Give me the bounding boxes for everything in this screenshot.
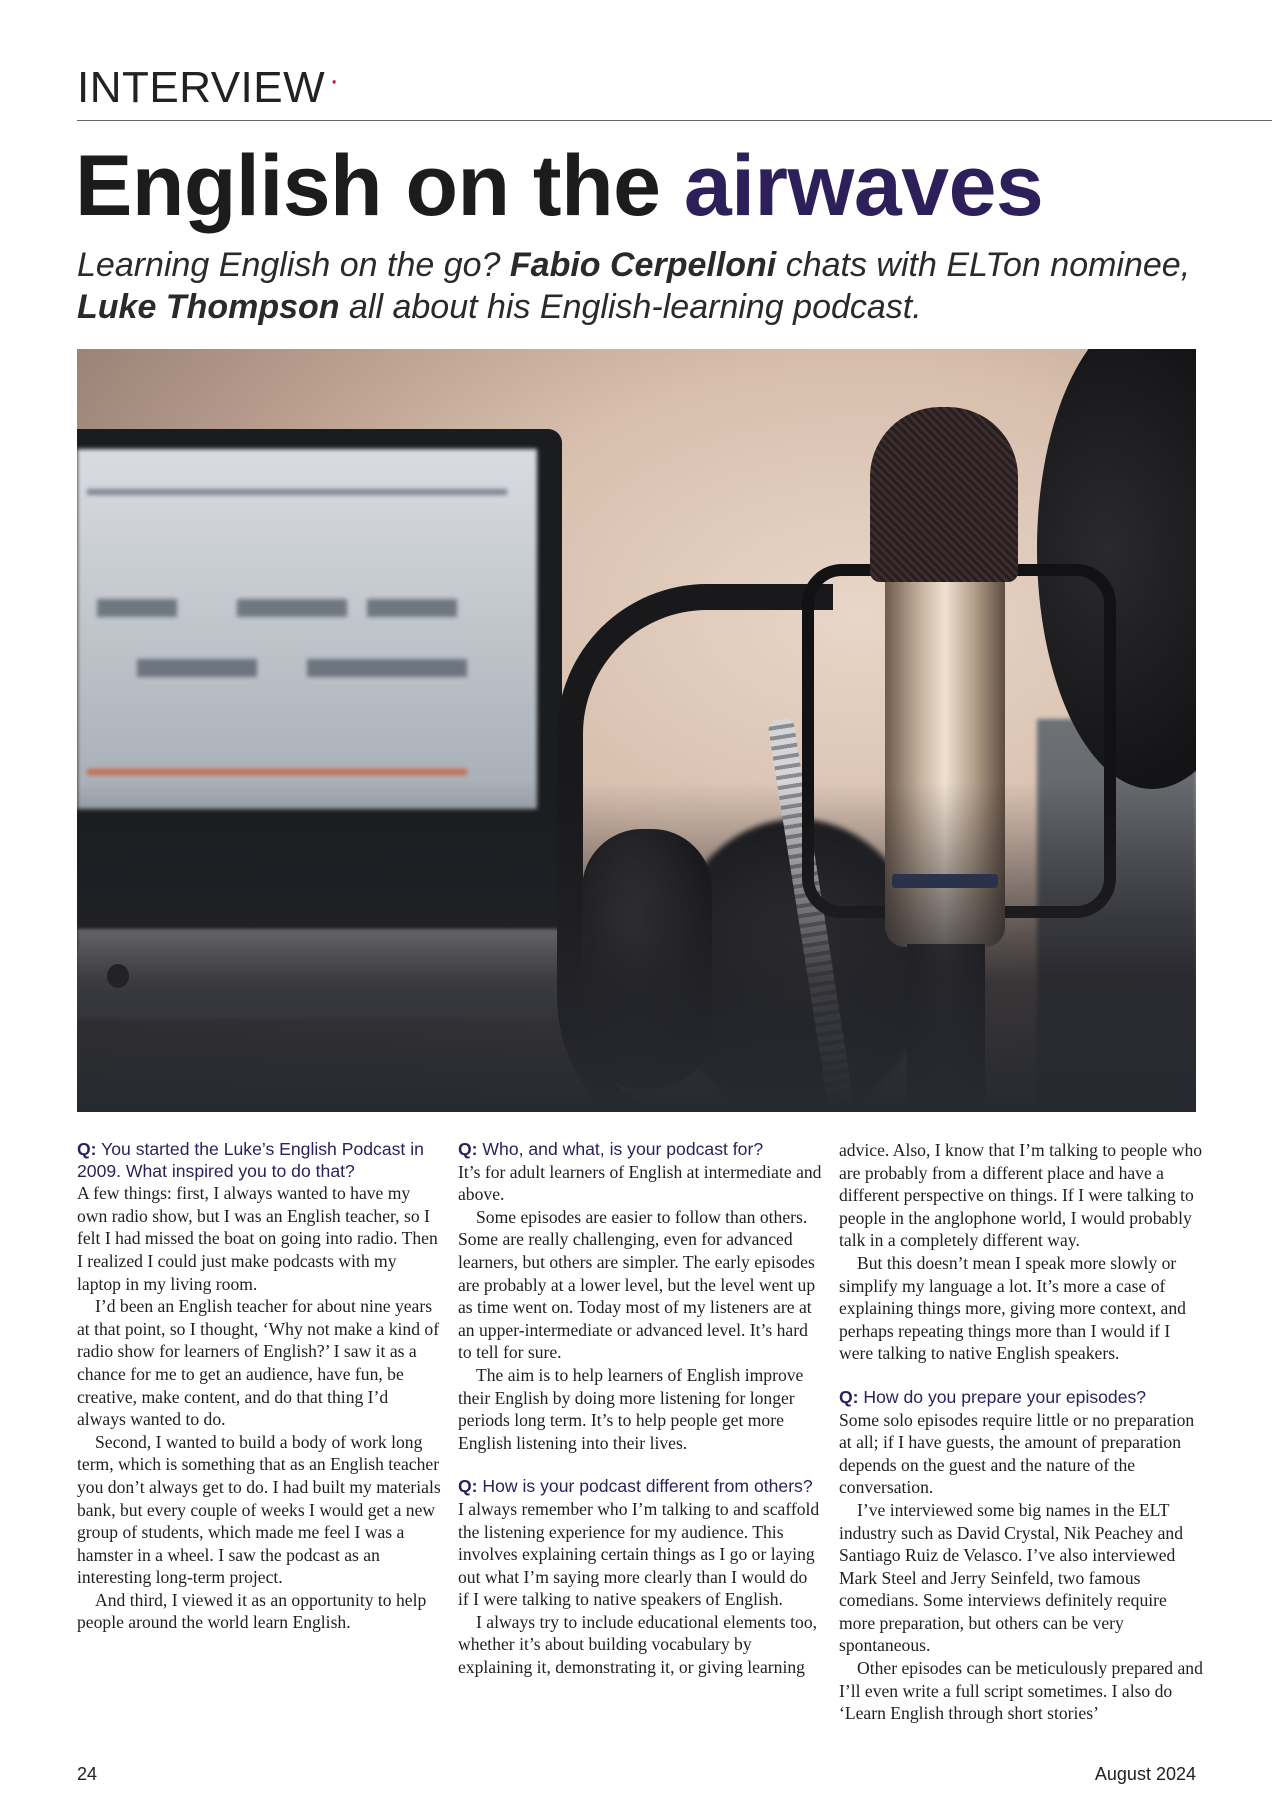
answer-paragraph: Some episodes are easier to follow than others. Some are really challenging, even for advanced learners, but others are simpler. The early episodes are probably at a lower level, but the level went up as time went on. Today most of my listeners are at an upper-intermediate or advanced level. It’s hard to tell for sure. [458,1206,816,1363]
section-label: INTERVIEW · [77,63,340,112]
answer-paragraph: And third, I viewed it as an opportunity to help people around the world learn English. [77,1589,427,1633]
question-2: Q: Who, and what, is your podcast for? [458,1139,764,1159]
microphone-icon [870,407,1018,582]
title-main: English on the [75,138,684,234]
answer-paragraph: The aim is to help learners of English improve their English by doing more listening for longer periods long term. It’s to help people get more English listening into their lives. [458,1364,804,1453]
hero-photo [77,349,1196,1112]
answer-paragraph: I’d been an English teacher for about nine years at that point, so I thought, ‘Why not make a kind of radio show for learners of English?’ I saw it as a chance for me to get an audience, have fun, be creative, make content, and do that thing I’d always wanted to do. [77,1296,440,1430]
answer-paragraph: A few things: first, I always wanted to have my own radio show, but I was an English teacher, so I felt I had missed the boat on going into radio. Then I realized I could just make podcasts with my laptop in my living room. [77,1183,438,1294]
answer-paragraph: I always remember who I’m talking to and scaffold the listening experience for my audience. This involves explaining certain things as I go or laying out what I’m saying more clearly than I would do if I were talking to native speakers of English. [458,1498,820,1610]
column-3 [839,1139,1203,1725]
page-title [75,138,1044,234]
column-1 [77,1139,441,1634]
answer-paragraph: But this doesn’t mean I speak more slowly or simplify my language a lot. It’s more a case of explaining things more, giving more context, and perhaps repeating things more than I would if I were talking to native English speakers. [839,1252,1186,1364]
answer-paragraph: It’s for adult learners of English at intermediate and above. [458,1161,822,1205]
answer-paragraph: I’ve interviewed some big names in the ELT industry such as David Crystal, Nik Peachey and Santiago Ruiz de Velasco. I’ve also interviewed Mark Steel and Jerry Seinfeld, two famous comedians. Some interviews definitely require more preparation, but others can be very spontaneous. [839,1499,1183,1656]
issue-date: August 2024 [1094,1764,1196,1784]
question-4: Q: How do you prepare your episodes? [839,1386,1147,1407]
answer-paragraph: Second, I wanted to build a body of work long term, which is something that as an English teacher you don’t always get to do. I had built my materials bank, but every couple of weeks I would get a new group of students, which made me feel I was a hamster in a wheel. I saw the podcast as an interesting long-term project. [77,1431,441,1588]
answer-paragraph: Some solo episodes require little or no preparation at all; if I have guests, the amount of preparation depends on the guest and the nature of the conversation. [839,1409,1195,1498]
monitor-screen [77,449,537,809]
column-2 [458,1139,822,1679]
section-dot: · [329,64,340,97]
interviewee-name: Luke Thompson [77,288,340,326]
interviewer-name: Fabio Cerpelloni [509,246,777,284]
question-3: Q: How is your podcast different from others? [458,1476,813,1497]
standfirst: Learning English on the go? Fabio Cerpelloni chats with ELTon nominee, Luke Thompson all about his English-learning podcast. [77,246,1191,326]
answer-paragraph: Other episodes can be meticulously prepared and I’ll even write a full script sometimes. I also do ‘Learn English through short stories’ [839,1658,1203,1724]
page-number: 24 [77,1764,98,1784]
answer-paragraph: advice. Also, I know that I’m talking to people who are probably from a different place and have a different perspective on things. If I were talking to people in the anglophone world, I would probably talk in a completely different way. [839,1140,1203,1251]
header-rule [77,120,1272,121]
title-accent: airwaves [683,138,1044,234]
answer-paragraph: I always try to include educational elements too, whether it’s about building vocabulary by explaining it, demonstrating it, or giving learning [458,1611,818,1678]
question-1: Q: You started the Luke’s English Podcast in 2009. What inspired you to do that? [77,1139,424,1181]
